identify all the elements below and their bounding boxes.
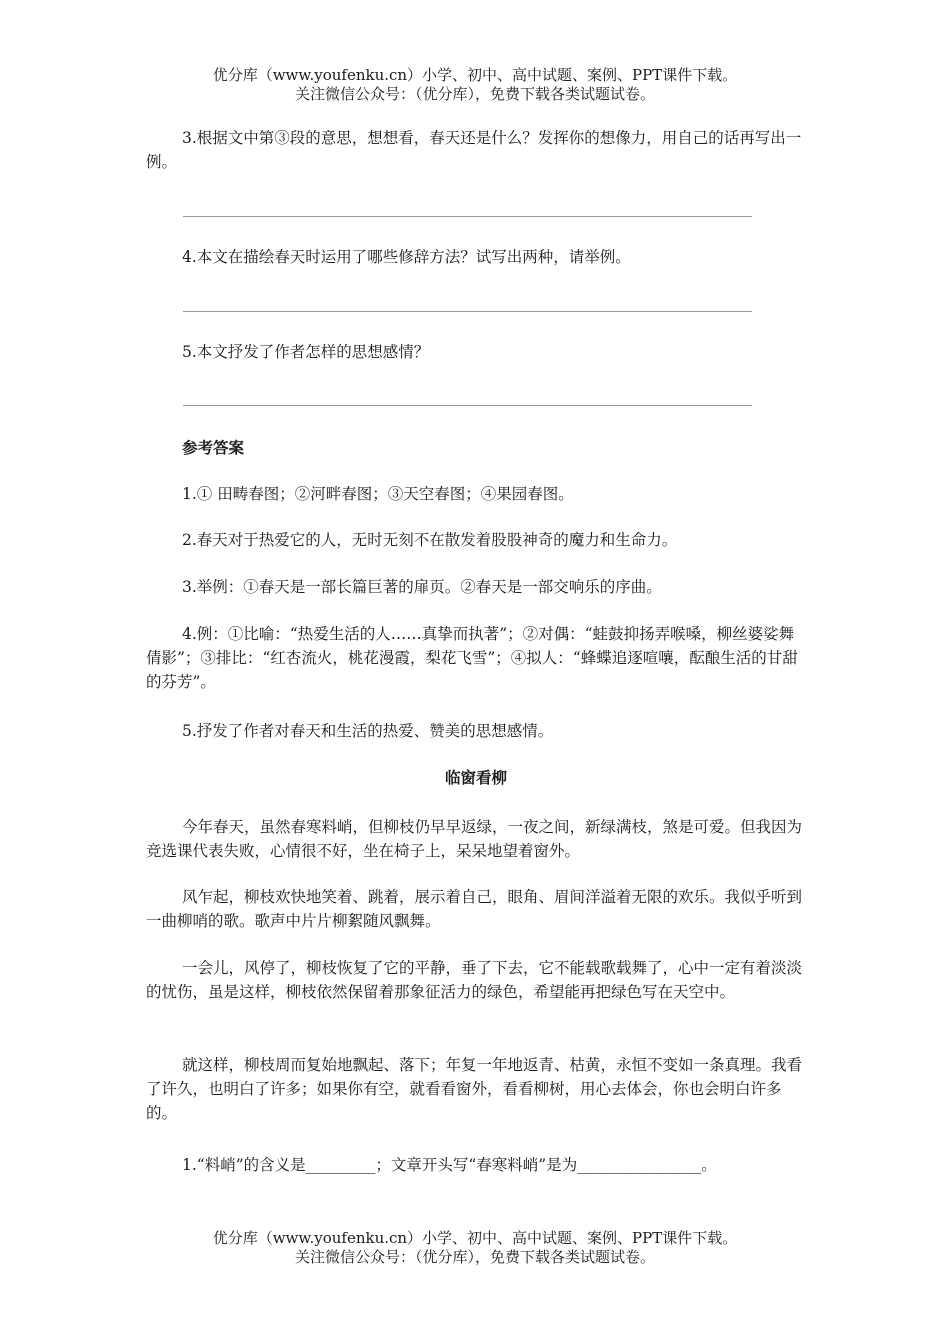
article-paragraph: 今年春天，虽然春寒料峭，但柳枝仍早早返绿，一夜之间，新绿满枝，煞是可爱。但我因为竞选课代表失败，心情很不好，坐在椅子上，呆呆地望着窗外。 [146,818,803,860]
footer-line-1: 优分库（www.youfenku.cn）小学、初中、高中试题、案例、PPT课件下载。 [212,1229,738,1247]
header-line-1: 优分库（www.youfenku.cn）小学、初中、高中试题、案例、PPT课件下载。 [212,66,738,84]
answer-line-q4 [183,311,752,312]
answers-heading: 参考答案 [182,438,245,457]
answer-2: 2.春天对于热爱它的人，无时无刻不在散发着股股神奇的魔力和生命力。 [182,531,678,549]
footer-line-2: 关注微信公众号：（优分库），免费下载各类试题试卷。 [294,1248,655,1266]
article-paragraph: 风乍起，柳枝欢快地笑着、跳着，展示着自己，眼角、眉间洋溢着无限的欢乐。我似乎听到一曲柳哨的歌。歌声中片片柳絮随风飘舞。 [146,888,803,930]
article-paragraph: 一会儿，风停了，柳枝恢复了它的平静，垂了下去，它不能载歌载舞了，心中一定有着淡淡的忧伤，虽是这样，柳枝依然保留着那象征活力的绿色，希望能再把绿色写在天空中。 [146,959,803,1001]
page-header [0,66,950,104]
answer-5: 5.抒发了作者对春天和生活的热爱、赞美的思想感情。 [182,722,554,740]
question-3: 3.根据文中第③段的意思，想想看，春天还是什么？发挥你的想像力，用自己的话再写出一例。 [146,129,802,171]
question-4: 4.本文在描绘春天时运用了哪些修辞方法？试写出两种，请举例。 [182,248,631,266]
header-line-2: 关注微信公众号：（优分库），免费下载各类试题试卷。 [294,85,655,103]
article-question-1: 1.“料峭”的含义是_________；文章开头写“春寒料峭”是为________________。 [182,1156,717,1174]
answer-4: 4.例：①比喻：“热爱生活的人……真挚而执著”；②对偶：“蛙鼓抑扬弄喉嗓，柳丝婆娑舞倩影”；③排比：“红杏流火，桃花漫霞，梨花飞雪”；④拟人：“蜂蝶追逐喧嚷，酝酿生活的甘甜的芬芳”。 [146,625,798,691]
answer-3: 3.举例：①春天是一部长篇巨著的扉页。②春天是一部交响乐的序曲。 [182,578,662,596]
answer-line-q5 [183,405,752,406]
answer-1: 1.① 田畴春图；②河畔春图；③天空春图；④果园春图。 [182,485,574,503]
page-footer [0,1229,950,1267]
answer-line-q3 [183,216,752,217]
article-paragraph: 就这样，柳枝周而复始地飘起、落下；年复一年地返青、枯黄，永恒不变如一条真理。我看了许久，也明白了许多；如果你有空，就看看窗外，看看柳树，用心去体会，你也会明白许多的。 [146,1056,803,1122]
question-5: 5.本文抒发了作者怎样的思想感情？ [182,343,430,361]
article-title: 临窗看柳 [444,768,507,787]
